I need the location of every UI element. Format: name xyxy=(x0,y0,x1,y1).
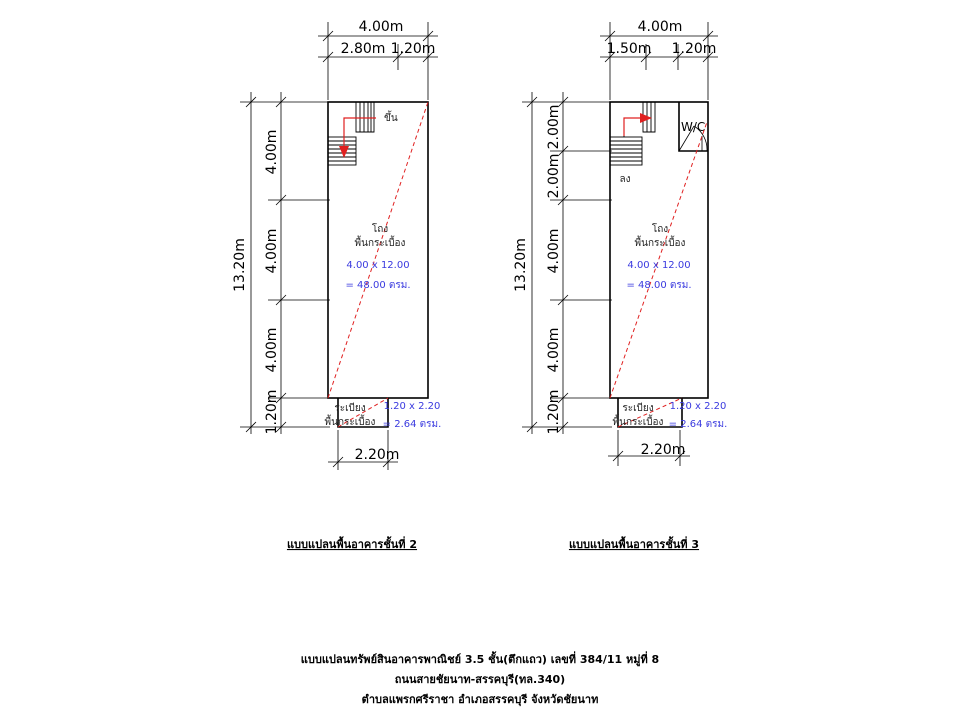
balcony-floor: พื้นกระเบื้อง xyxy=(324,417,376,428)
hall-floor: พื้นกระเบื้อง xyxy=(354,238,406,249)
staircase xyxy=(328,102,374,165)
balcony-name: ระเบียง xyxy=(334,403,366,414)
plan-title: แบบแปลนพื้นอาคารชั้นที่ 2 xyxy=(286,538,418,551)
stair-direction-arrow xyxy=(624,113,652,136)
hall-area: = 48.00 ตรม. xyxy=(626,280,692,291)
dim-bottom: 2.20m xyxy=(354,447,400,463)
footer-address-line-3: ตำบลแพรกศรีราชา อำเภอสรรคบุรี จังหวัดชัยนาท xyxy=(361,693,599,706)
hall-name: โถง xyxy=(371,224,389,235)
dim-top-left-segment: 2.80m xyxy=(340,41,386,57)
plan-title: แบบแปลนพื้นอาคารชั้นที่ 3 xyxy=(568,538,700,551)
dim-left-segment-1: 4.00m xyxy=(264,129,280,175)
dim-top-right-segment: 1.20m xyxy=(390,41,436,57)
balcony-area: = 2.64 ตรม. xyxy=(382,419,442,430)
stair-up-label: ขึ้น xyxy=(384,113,398,124)
footer-address-line-2: ถนนสายชัยนาท-สรรคบุรี(ทล.340) xyxy=(394,673,566,686)
stair-direction-arrow xyxy=(339,118,376,158)
hall-size: 4.00 x 12.00 xyxy=(346,260,410,271)
stair-down-label: ลง xyxy=(619,174,631,185)
dim-bottom: 2.20m xyxy=(640,442,686,458)
hall-size: 4.00 x 12.00 xyxy=(627,260,691,271)
balcony-floor: พื้นกระเบื้อง xyxy=(612,417,664,428)
hall-floor: พื้นกระเบื้อง xyxy=(634,238,686,249)
dim-top-total: 4.00m xyxy=(358,19,404,35)
dim-left-segment-2: 4.00m xyxy=(264,228,280,274)
dim-left-total: 13.20m xyxy=(513,238,529,292)
dim-left-segment-3: 4.00m xyxy=(264,327,280,373)
dim-left-segment-4: 1.20m xyxy=(546,389,562,435)
dim-top-left-segment: 1.50m xyxy=(606,41,652,57)
dim-left-segment-1a: 2.00m xyxy=(546,104,562,150)
dim-left-segment-4: 1.20m xyxy=(264,389,280,435)
dim-top-right-segment: 1.20m xyxy=(671,41,717,57)
staircase xyxy=(610,102,655,165)
dim-left-segment-3: 4.00m xyxy=(546,327,562,373)
left-dimensions xyxy=(240,92,330,434)
balcony-size: 1.20 x 2.20 xyxy=(669,401,727,412)
left-dimensions xyxy=(522,92,612,434)
balcony-name: ระเบียง xyxy=(622,403,654,414)
dim-top-total: 4.00m xyxy=(637,19,683,35)
floor-plan-2 xyxy=(232,19,441,551)
hall-name: โถง xyxy=(651,224,669,235)
floor-plan-3 xyxy=(513,19,727,551)
balcony-area: = 2.64 ตรม. xyxy=(668,419,728,430)
dim-left-total: 13.20m xyxy=(232,238,248,292)
balcony-size: 1.20 x 2.20 xyxy=(383,401,441,412)
hall-area: = 48.00 ตรม. xyxy=(345,280,411,291)
footer-address-line-1: แบบแปลนทรัพย์สินอาคารพาณิชย์ 3.5 ชั้น(ตึกแถว) เลขที่ 384/11 หมู่ที่ 8 xyxy=(300,653,660,666)
wc-label: W/C xyxy=(681,120,706,134)
dim-left-segment-2: 4.00m xyxy=(546,228,562,274)
dim-left-segment-1b: 2.00m xyxy=(546,153,562,199)
